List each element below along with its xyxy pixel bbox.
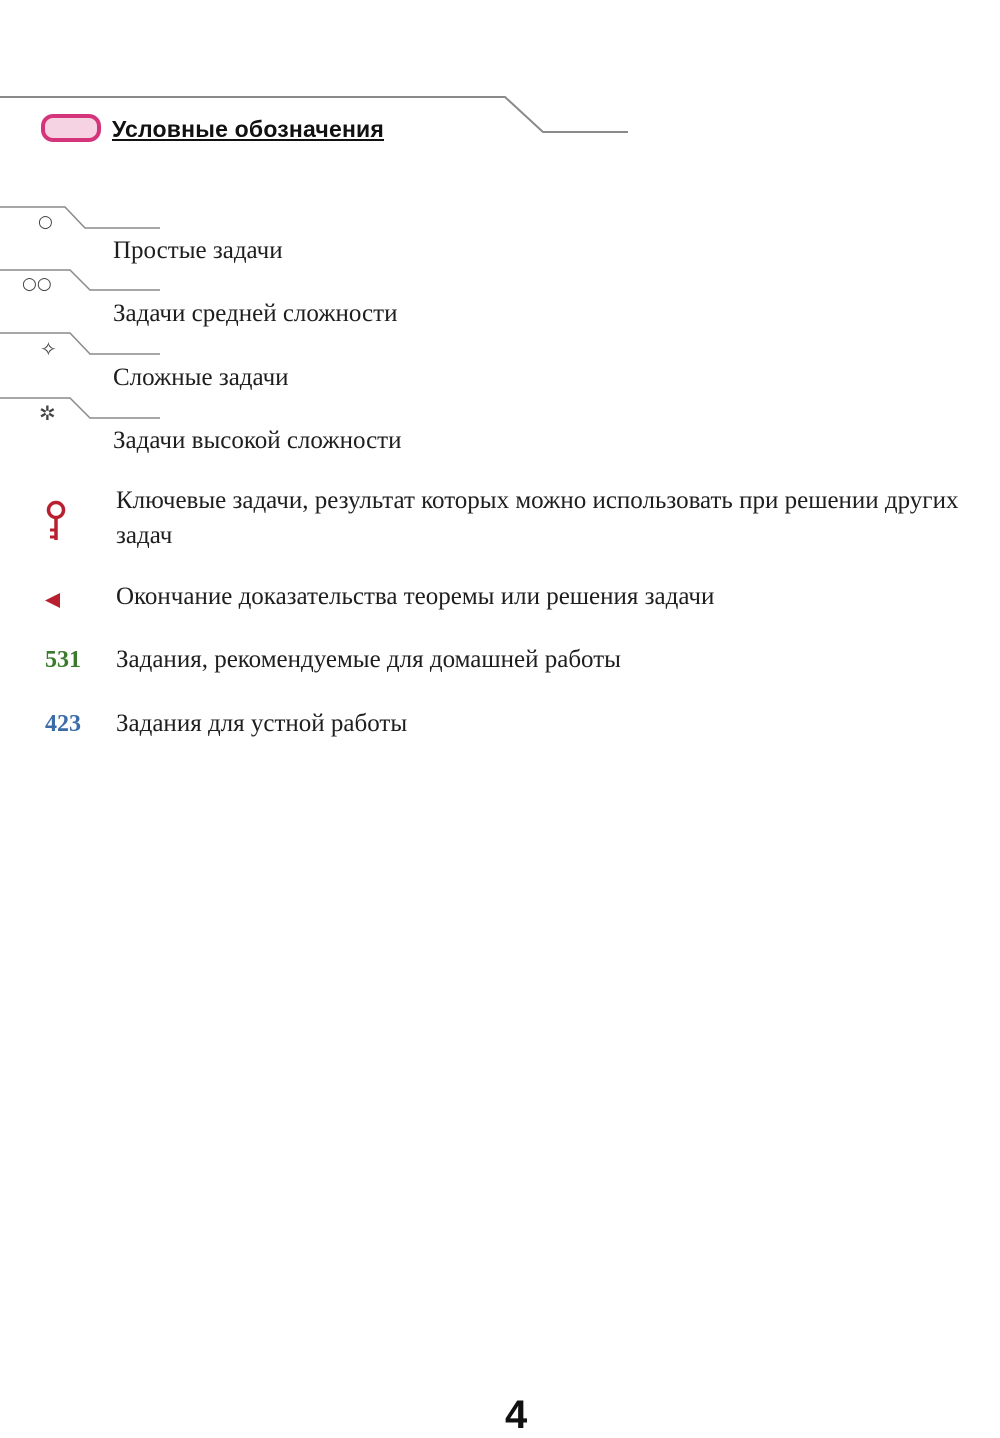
- double-circle-icon: ○○: [22, 274, 52, 294]
- star-burst-icon: ✲: [39, 401, 56, 425]
- triangle-left-icon: [44, 593, 62, 609]
- legend-label-homework: Задания, рекомендуемые для домашней работы: [116, 646, 621, 673]
- key-icon: [42, 500, 72, 544]
- diamond-icon: ✧: [40, 337, 57, 361]
- heading-marker-icon: [43, 116, 99, 140]
- legend-label-hard: Сложные задачи: [113, 364, 289, 391]
- page-title: Условные обозначения: [112, 116, 385, 142]
- oral-number: 423: [45, 711, 81, 737]
- page-number: 4: [505, 1393, 528, 1437]
- legend-label-key-tasks: Ключевые задачи, результат которых можно использовать при решении других задач: [116, 487, 959, 549]
- legend-label-very-hard: Задачи высокой сложности: [113, 427, 402, 454]
- legend-label-simple: Простые задачи: [113, 237, 283, 264]
- legend-label-medium: Задачи средней сложности: [113, 300, 398, 327]
- circle-icon: ○: [38, 212, 53, 232]
- homework-number: 531: [45, 647, 81, 673]
- legend-label-oral: Задания для устной работы: [116, 710, 408, 737]
- legend-label-end-of-proof: Окончание доказательства теоремы или решения задачи: [116, 583, 715, 610]
